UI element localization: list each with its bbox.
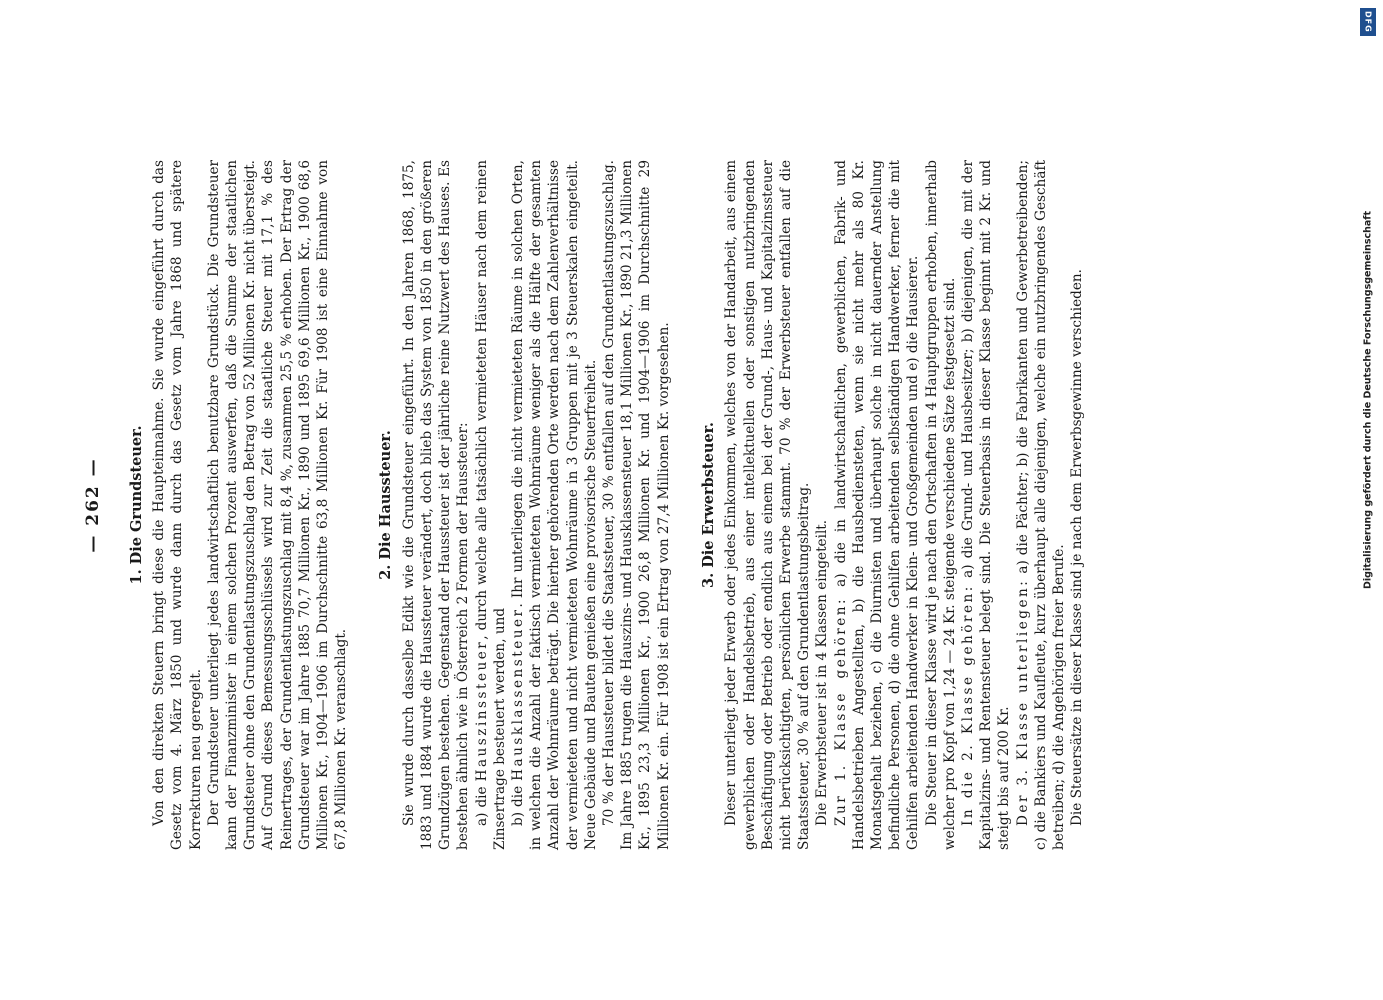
list-item-prefix: a) die — [473, 786, 490, 826]
paragraph: Der Grundsteuer unterliegt jedes landwirtschaftlich benutzbare Grundstück. Die Grundsteuer kann der Finanzminister in einem solchen Prozent auswerfen, daß die Summe der staatlichen Grundsteuer ohne den Grundentlastungszuschlag den Betrag von 52 Millionen Kr. nicht übersteigt. Auf Grund dieses Bemessungsschlüssels wird zur Zeit die staatliche Steuer mit 17,1 % des Reinertrages, der Grundentlastungszuschlag mit 8,4 %, zusammen 25,5 % erhoben. Der Ertrag der Grundsteuer war im Jahre 1885 70,7 Millionen Kr., 1890 und 1895 69,6 Millionen Kr., 1900 68,6 Millionen Kr., 1904—1906 im Durchschnitte 63,8 Millionen Kr. Für 1908 ist eine Einnahme von 67,8 Millionen Kr. veranschlagt. — [205, 160, 349, 850]
section-grundsteuer — [126, 160, 350, 850]
scanned-page — [42, 90, 1222, 910]
term-klasse-3: Der 3. Klasse unterliegen: — [1014, 578, 1031, 826]
page-number: — 262 — — [82, 457, 103, 553]
term-klasse-2: In die 2. Klasse gehören: — [959, 584, 976, 826]
paragraph-text: a) die Grund- und Hausbesitzer; b) diejenigen, die mit der Kapitalzins- und Rentensteuer belegt sind. Die Steuerbasis in dieser Klasse beginnt mit 2 Kr. und steigt bis auf 200 Kr. — [959, 160, 1012, 850]
list-item — [472, 160, 508, 850]
paragraph-text: a) die in landwirtschaftlichen, gewerblichen, Fabrik- und Handelsbetrieben Angestellten, b) die Hausbediensteten, wenn sie nicht mehr als 80 Kr. Monatsgehalt beziehen, c) die Diurnisten und überhaupt solche in nicht dauernder Anstellung befindliche Personen, d) die ohne Gehilfen arbeitenden selbständigen Handwerker, ferner die mit Gehilfen arbeitenden Handwerker in Klein- und Großgemeinden und e) die Hausierer. — [832, 160, 921, 850]
list-item — [509, 160, 600, 850]
paragraph: Dieser unterliegt jeder Erwerb oder jedes Einkommen, welches von der Handarbeit, aus einem gewerblichen oder Handelsbetrieb, aus einer intellektuellen oder sonstigen nutzbringenden Beschäftigung oder Betrieb oder endlich aus einem bei der Grund-, Haus- und Kapitalzinssteuer nicht berücksichtigten, persönlichen Erwerbe stammt. 70 % der Erwerbsteuer entfallen auf die Staatssteuer, 30 % auf den Grundentlastungsbeitrag. — [722, 160, 812, 850]
paragraph-text: a) die Pächter; b) die Fabrikanten und Gewerbetreibenden; c) die Bankiers und Kaufleute, kurz überhaupt alle diejenigen, welche ein nutzbringendes Geschäft betreiben; d) die Angehörigen freier Berufe. — [1014, 160, 1067, 850]
list-item-prefix: b) die — [509, 785, 526, 826]
term-klasse-1: Zur 1. Klasse gehören: — [832, 596, 849, 826]
dfg-logo: DFG — [1360, 8, 1376, 36]
paragraph: Von den direkten Steuern bringt diese die Haupteinnahme. Sie wurde eingeführt durch das Gesetz vom 4. März 1850 und wurde dann durch das Gesetz vom Jahre 1868 und spätere Korrekturen neu geregelt. — [150, 160, 204, 850]
funding-notice: Digitalisierung gefördert durch die Deutsche Forschungsgemeinschaft — [1362, 211, 1374, 589]
paragraph: Die Erwerbsteuer ist in 4 Klassen eingeteilt. — [813, 519, 830, 826]
paragraph — [831, 160, 922, 850]
paragraph: Sie wurde durch dasselbe Edikt wie die Grundsteuer eingeführt. In den Jahren 1868, 1875, 1883 und 1884 wurde die Haussteuer verändert, doch blieb das System von 1850 in den größeren Grundzügen bestehen. Gegenstand der Haussteuer ist der jährliche reine Nutzwert des Hauses. Es bestehen ähnlich wie in Österreich 2 Formen der Haussteuer: — [400, 160, 471, 850]
paragraph — [1013, 160, 1068, 850]
term-hausklassensteuer: Hausklassensteuer — [509, 607, 526, 781]
paragraph: 70 % der Haussteuer bildet die Staatssteuer, 30 % entfallen auf den Grundentlastungszuschlag. Im Jahre 1885 trugen die Hauszins- und Hausklassensteuer 18,1 Millionen Kr., 1890 21,3 Millionen Kr., 1895 23,3 Millionen Kr., 1900 26,8 Millionen Kr. und 1904—1906 im Durchschnitte 29 Millionen Kr. ein. Für 1908 ist ein Ertrag von 27,4 Millionen Kr. vorgesehen. — [600, 160, 672, 850]
term-hauszinssteuer: Hauszinssteuer — [473, 639, 490, 782]
section-heading-haussteuer: 2. Die Haussteuer. — [376, 430, 394, 580]
paragraph — [958, 160, 1013, 850]
section-haussteuer — [376, 160, 672, 850]
paragraph: Die Steuersätze in dieser Klasse sind je nach dem Erwerbsgewinne verschieden. — [1068, 269, 1085, 826]
list-item-text: , durch welche alle tatsächlich vermieteten Häuser nach dem reinen Zinsertrage besteuert werden, und — [473, 160, 508, 850]
list-item-text: . Ihr unterliegen die nicht vermieteten Räume in solchen Orten, in welchen die Anzahl der faktisch vermieteten Wohnräume weniger als die Hälfte der gesamten Anzahl der Wohnräume beträgt. Die hierher gehörenden Orte werden nach dem Zahlenverhältnisse der vermieteten und nicht vermieteten Wohnräume in 3 Gruppen mit je 3 Steuerskalen eingeteilt. Neue Gebäude und Bauten genießen eine provisorische Steuerfreiheit. — [509, 159, 599, 850]
dfg-sidebar — [1353, 0, 1383, 1000]
section-erwerbsteuer — [698, 160, 1085, 850]
section-heading-grundsteuer: 1. Die Grundsteuer. — [127, 425, 145, 585]
section-heading-erwerbsteuer: 3. Die Erwerbsteuer. — [699, 422, 717, 588]
paragraph: Die Steuer in dieser Klasse wird je nach den Ortschaften in 4 Hauptgruppen erhoben, innerhalb welcher pro Kopf von 1,24 — 24 Kr. steigende verschiedene Sätze festgesetzt sind. — [923, 160, 958, 850]
